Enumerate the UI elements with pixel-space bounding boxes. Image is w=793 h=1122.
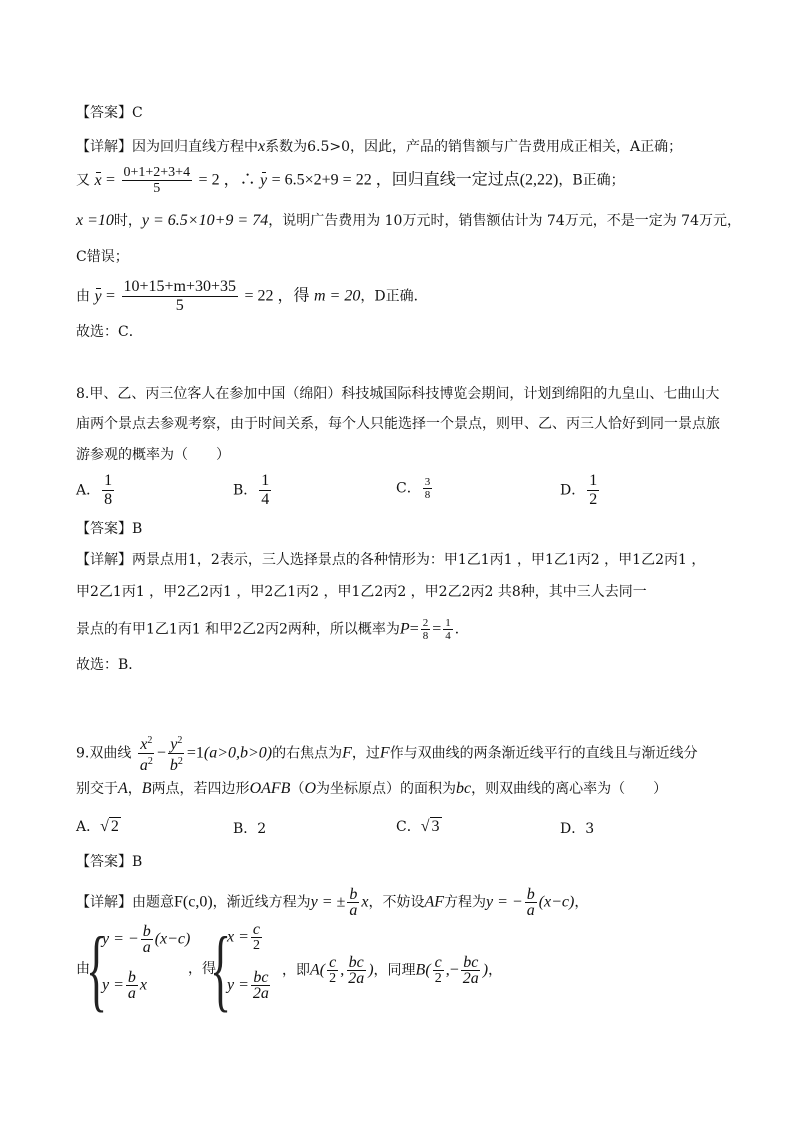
mean-x-fraction: $\frac{0+1+2+3+4}{5}$ (123, 165, 191, 196)
q9-de-label: ，得 (188, 961, 216, 977)
document-page: 【答案】C 【详解】因为回归直线方程中x系数为6.5>0，因此，产品的销售额与广告费用成正相关，A正确； 又 x = $\frac{0+1+2+3+4}{5}$ = 2 ，∴ y = 6.5×2+9 = 22 ，回归直线一定过点(2,22)，B正确； x =10时，y = 6.5×10+9 = 74，说明广告费用为 10万元时，销售额估计为 74万元，不是一定为 74万元， C错误； 由 y = $\frac{10+15+m+30+35}{5}$ = 22 ，得 m = 20，D正确． 故选：C． 8.甲、乙、丙三位客人在参加中国（绵阳）科技城国际科技博览会期间，计划到绵阳的九皇山、七曲山大 庙两个景点去参观考察，由于时间关系，每个人只能选择一个景点，则甲、乙、丙三人恰好到同一景点旅 游参观的概率为（ ） A． $\frac{1}{8}$ B． $\frac{1}{4}$ C． $\frac{3}{8}$ D． $\frac{1}{2}$ 【答案】B 【详解】两景点用1，2表示，三人选择景点的各种情形为：甲1乙1丙1 ，甲1乙1丙2 ，甲1乙2丙1 ， 甲2乙1丙1 ，甲2乙2丙1 ，甲2乙1丙2 ，甲1乙2丙2 ，甲2乙2丙2 共8种，其中三人去同一 景点的有甲1乙1丙1 和甲2乙2丙2两种，所以概率为P= $\frac{2}{8}$ = $\frac{1}{4}$ ． 故选：B． 9.双曲线 $\frac{x^2}{a^2}$ − $\frac{y^2}{b^2}$ =1(a>0,b>0)的右焦点为F，过F作与双曲线的两条渐近线平行的直线且与渐近线分 别交于A，B两点，若四边形OAFB（O为坐标原点）的面积为bc，则双曲线的离心率为（ ） A．√ 2 B．2 C．√ 3 D．3 【答案】B 【详解】由题意F(c,0)，渐近线方程为y = ± $\frac{b}{a}$ x，不妨设AF方程为y = − $\frac{b}{a}$ (x−c)， 由 { y = − $\frac{b}{a}$ (x−c) y = $\frac{b}{a}$ x ，得 { x = $\frac{c}{2}$ y = $\frac{bc}{2a}$ ，即A( $\frac{c}{2}$ , $\frac{bc}{2a}$ )，同理B( $\frac{c}{2}$ ,− $\frac{bc}{2a}$ )， (0, 0, 793, 1122)
q8-answer: 【答案】B (76, 521, 143, 537)
q9-stem-line1: 9.双曲线 $\frac{x^2}{a^2}$ − $\frac{y^2}{b^2}$ =1(a>0,b>0)的右焦点为F，过F作与双曲线的两条渐近线平行的直线且与渐近线分 (76, 735, 698, 774)
q9-detail-line2: ，即A( $\frac{c}{2}$ , $\frac{bc}{2a}$ )，同理B( $\frac{c}{2}$ ,− $\frac{bc}{2a}$ )， (282, 954, 503, 987)
q9-option-b: B．2 (233, 821, 267, 837)
q8-stem-line2: 庙两个景点去参观考察，由于时间关系，每个人只能选择一个景点，则甲、乙、丙三人恰好到同一景点旅 (76, 416, 720, 432)
q9-option-c: C．√ 3 (396, 818, 440, 835)
mean-y-fraction: $\frac{10+15+m+30+35}{5}$ (123, 278, 237, 314)
q9-detail-line1: 【详解】由题意F(c,0)，渐近线方程为y = ± $\frac{b}{a}$ x，不妨设AF方程为y = − $\frac{b}{a}$ (x−c)， (76, 886, 589, 919)
q7-detail-line1: 【详解】因为回归直线方程中x系数为6.5>0，因此，产品的销售额与广告费用成正相关，A正确； (76, 138, 683, 155)
q7-detail-line3: x =10时，y = 6.5×10+9 = 74，说明广告费用为 10万元时，销售额估计为 74万元，不是一定为 74万元， (76, 212, 741, 229)
x-bar: x (94, 171, 102, 189)
q8-detail-line3: 景点的有甲1乙1丙1 和甲2乙2丙2两种，所以概率为P= $\frac{2}{8}$ = $\frac{1}{4}$ ． (76, 617, 469, 642)
q8-select: 故选：B． (76, 657, 143, 673)
q8-option-b: B． $\frac{1}{4}$ (233, 472, 270, 508)
left-brace-icon: { (86, 918, 108, 1021)
detail-label: 【详解】 (76, 139, 132, 155)
q7-detail-line2: 又 x = $\frac{0+1+2+3+4}{5}$ = 2 ，∴ y = 6.5×2+9 = 22 ，回归直线一定过点(2,22)，B正确； (76, 165, 625, 196)
q9-stem-line2: 别交于A，B两点，若四边形OAFB（O为坐标原点）的面积为bc，则双曲线的离心率为（ ） (76, 780, 668, 797)
q8-detail-line1: 【详解】两景点用1，2表示，三人选择景点的各种情形为：甲1乙1丙1 ，甲1乙1丙2 ，甲1乙2丙1 ， (76, 552, 706, 568)
q7-detail-line4: C错误； (76, 249, 129, 265)
q7-answer: 【答案】C (76, 105, 143, 121)
q9-option-d: D．3 (560, 821, 595, 837)
q7-select: 故选：C． (76, 324, 143, 340)
q8-option-a: A． $\frac{1}{8}$ (76, 472, 113, 508)
q9-answer: 【答案】B (76, 854, 143, 870)
q8-stem-line3: 游参观的概率为（ ） (76, 447, 230, 463)
q8-detail-line2: 甲2乙1丙1 ，甲2乙2丙1 ，甲2乙1丙2 ，甲1乙2丙2 ，甲2乙2丙2 共8种，其中三人去同一 (76, 584, 647, 600)
q9-option-a: A．√ 2 (76, 818, 119, 835)
q8-stem-line1: 8.甲、乙、丙三位客人在参加中国（绵阳）科技城国际科技博览会期间，计划到绵阳的九皇山、七曲山大 (76, 386, 720, 402)
q8-option-d: D． $\frac{1}{2}$ (560, 472, 598, 508)
left-brace-icon: { (210, 918, 232, 1021)
q7-detail-line5: 由 y = $\frac{10+15+m+30+35}{5}$ = 22 ，得 m = 20，D正确． (76, 278, 428, 314)
q8-option-c: C． $\frac{3}{8}$ (396, 476, 431, 501)
y-bar: y (260, 171, 268, 189)
y-bar: y (94, 287, 102, 305)
q9-you-label: 由 (76, 961, 90, 977)
